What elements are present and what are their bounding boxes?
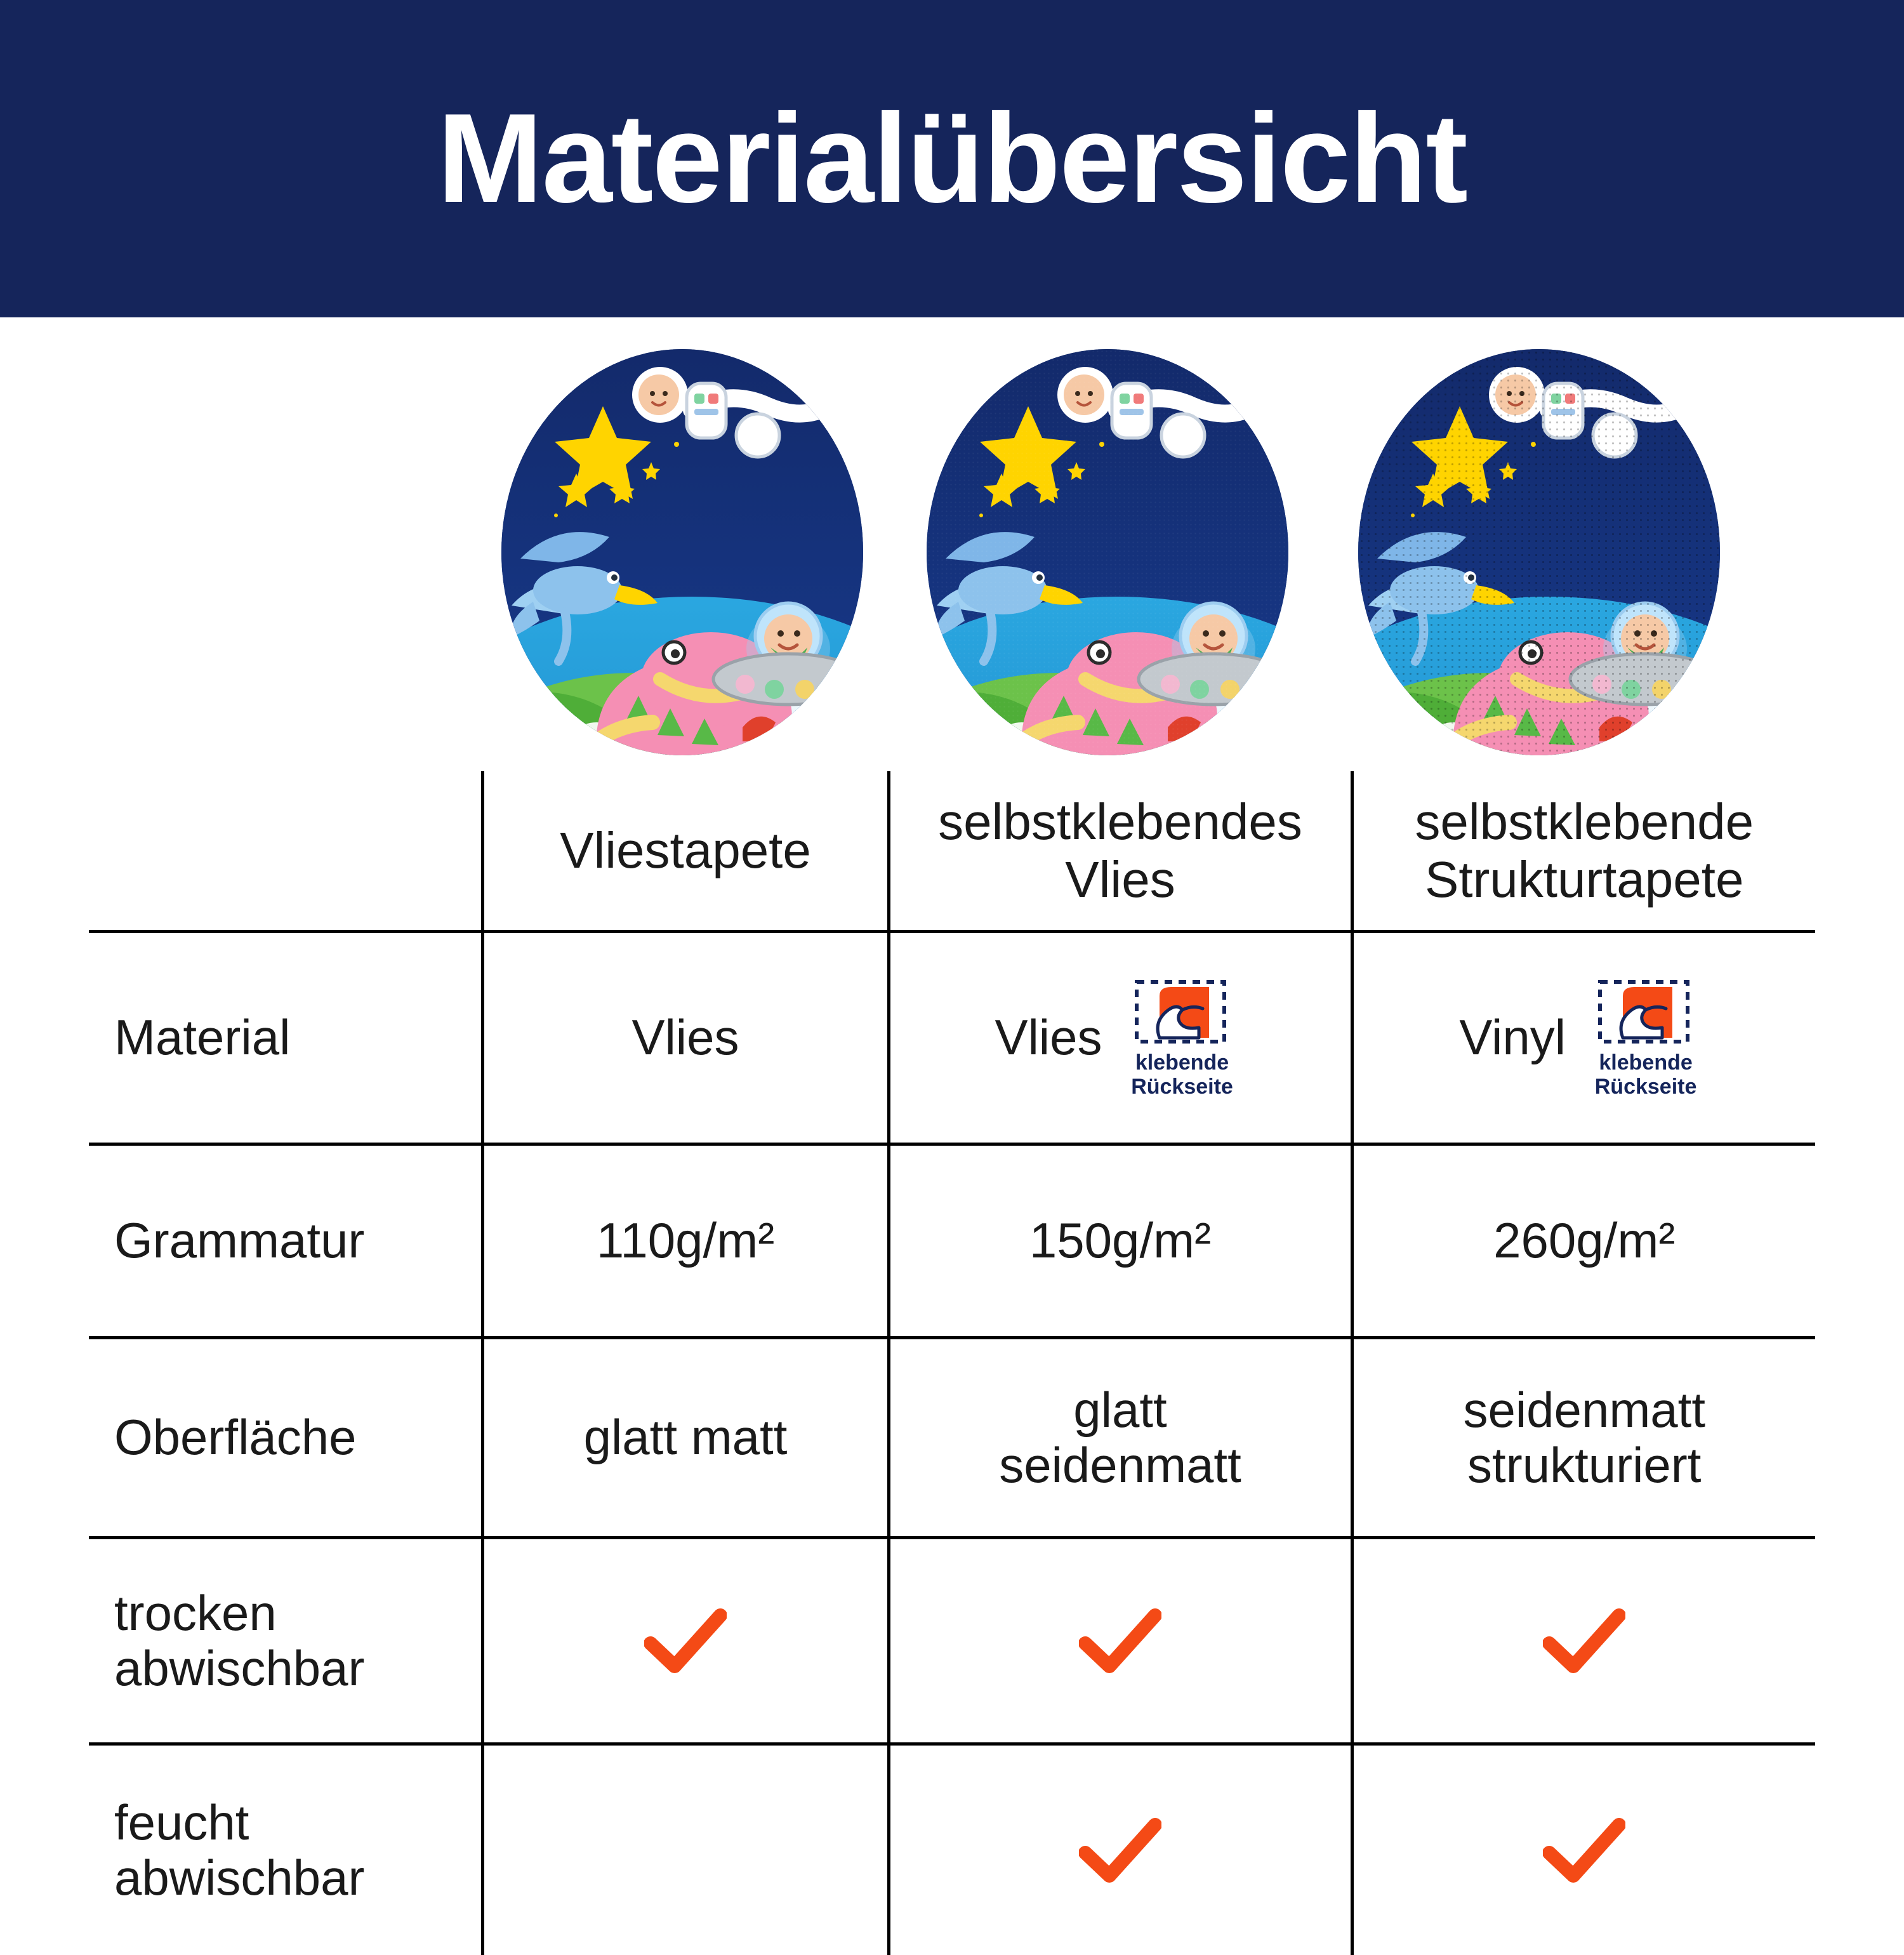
selbstklebendes-vlies-swatch	[927, 349, 1288, 755]
adhesive-back-badge	[1119, 977, 1246, 1099]
swatch-row	[0, 336, 1904, 774]
checkmark-icon	[1543, 1817, 1625, 1884]
cell-grammatur-selbstklebendes-vlies: 150g/m²	[889, 1144, 1352, 1338]
dino-space-artwork	[1358, 349, 1720, 755]
header-label-line1: selbstklebende	[1363, 793, 1807, 851]
checkmark-icon	[644, 1608, 727, 1674]
row-label-line1: trocken	[114, 1586, 481, 1641]
peel-back-icon	[1132, 977, 1233, 1047]
cell-trocken-vliestapete	[482, 1538, 889, 1744]
badge-line1: klebende	[1135, 1050, 1229, 1075]
row-label-oberflaeche: Oberfläche	[89, 1338, 482, 1538]
cell-text: Vlies	[995, 1010, 1102, 1065]
selbstklebende-strukturtapete-swatch	[1358, 349, 1720, 755]
row-label-line2: abwischbar	[114, 1850, 481, 1905]
checkmark-icon	[1079, 1608, 1161, 1674]
header-label-line1: selbstklebendes	[899, 793, 1342, 851]
checkmark-icon	[1079, 1817, 1161, 1884]
vliestapete-swatch	[501, 349, 863, 755]
cell-text-line2: seidenmatt	[890, 1438, 1351, 1493]
cell-grammatur-strukturtapete: 260g/m²	[1352, 1144, 1815, 1338]
row-label-trocken-abwischbar	[89, 1538, 482, 1744]
badge-text	[1595, 1050, 1697, 1099]
peel-back-icon	[1595, 977, 1696, 1047]
cell-material-selbstklebendes-vlies	[889, 932, 1352, 1144]
cell-oberflaeche-strukturtapete	[1352, 1338, 1815, 1538]
table-row	[89, 1338, 1815, 1538]
checkmark-icon	[1543, 1608, 1625, 1674]
cell-text-line1: seidenmatt	[1354, 1382, 1816, 1438]
row-label-material: Material	[89, 932, 482, 1144]
row-label-line1: feucht	[114, 1795, 481, 1850]
cell-text: Vlies	[631, 1010, 739, 1065]
header-label-line2: Vlies	[899, 851, 1342, 908]
cell-feucht-vliestapete	[482, 1744, 889, 1955]
table-row	[89, 1144, 1815, 1338]
badge-line2: Rückseite	[1131, 1075, 1233, 1099]
table-header-row	[89, 771, 1815, 932]
dino-space-artwork	[927, 349, 1288, 755]
material-comparison-table	[89, 771, 1815, 1955]
badge-line1: klebende	[1599, 1050, 1692, 1075]
cell-oberflaeche-vliestapete: glatt matt	[482, 1338, 889, 1538]
row-label-feucht-abwischbar	[89, 1744, 482, 1955]
cell-oberflaeche-selbstklebendes-vlies	[889, 1338, 1352, 1538]
table-row	[89, 932, 1815, 1144]
cell-trocken-selbstklebendes-vlies	[889, 1538, 1352, 1744]
header-cell-selbstklebende-strukturtapete	[1352, 771, 1815, 932]
badge-line2: Rückseite	[1595, 1075, 1697, 1099]
badge-text	[1131, 1050, 1233, 1099]
header-cell-empty	[89, 771, 482, 932]
header-label: Vliestapete	[560, 822, 811, 878]
cell-trocken-strukturtapete	[1352, 1538, 1815, 1744]
table-row	[89, 1744, 1815, 1955]
header-cell-vliestapete	[482, 771, 889, 932]
header-cell-selbstklebendes-vlies	[889, 771, 1352, 932]
cell-text-line1: glatt	[890, 1382, 1351, 1438]
row-label-line2: abwischbar	[114, 1641, 481, 1696]
page-header	[0, 0, 1904, 317]
table-row	[89, 1538, 1815, 1744]
cell-feucht-selbstklebendes-vlies	[889, 1744, 1352, 1955]
adhesive-back-badge	[1582, 977, 1709, 1099]
row-label-grammatur: Grammatur	[89, 1144, 482, 1338]
header-label-line2: Strukturtapete	[1363, 851, 1807, 908]
dino-space-artwork	[501, 349, 863, 755]
cell-material-strukturtapete	[1352, 932, 1815, 1144]
page-title: Materialübersicht	[437, 95, 1467, 222]
cell-text: Vinyl	[1459, 1010, 1566, 1065]
cell-material-vliestapete	[482, 932, 889, 1144]
cell-text-line2: strukturiert	[1354, 1438, 1816, 1493]
cell-grammatur-vliestapete: 110g/m²	[482, 1144, 889, 1338]
cell-feucht-strukturtapete	[1352, 1744, 1815, 1955]
